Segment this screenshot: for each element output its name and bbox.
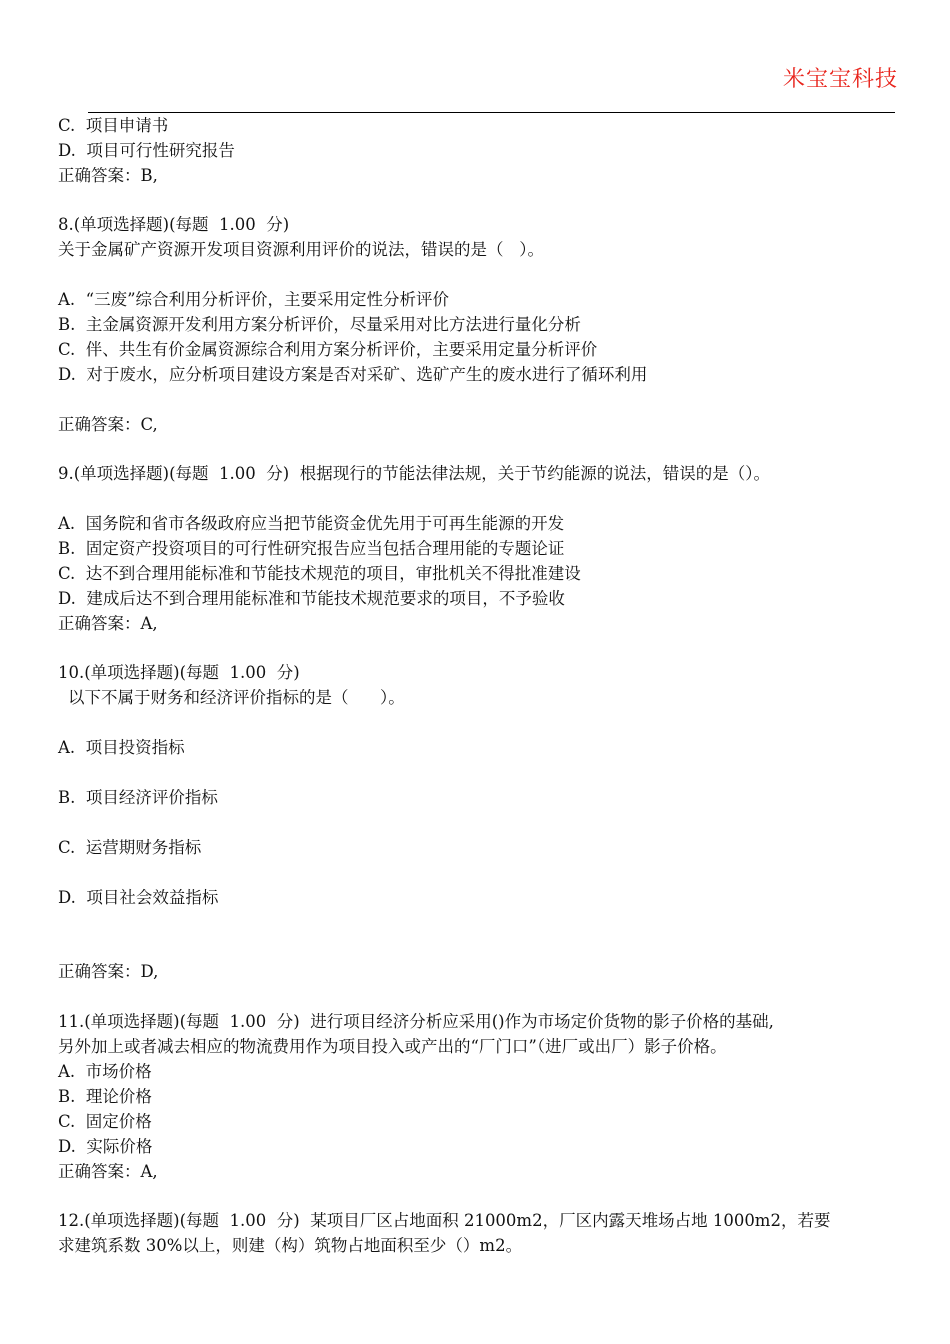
- question-10-option-a: A. 项目投资指标: [58, 738, 185, 757]
- question-10-answer: 正确答案：D,: [58, 962, 159, 981]
- question-11-option-b: B. 理论价格: [58, 1087, 152, 1106]
- question-9-answer: 正确答案：A,: [58, 614, 158, 633]
- question-8-answer: 正确答案：C,: [58, 415, 158, 434]
- question-8-header: 8.(单项选择题)(每题 1.00 分): [58, 215, 290, 234]
- question-11-option-a: A. 市场价格: [58, 1062, 152, 1081]
- question-12-header-cont: 求建筑系数 30%以上，则建（构）筑物占地面积至少（）m2。: [58, 1236, 523, 1255]
- question-11-header: 11.(单项选择题)(每题 1.00 分) 进行项目经济分析应采用()作为市场定价货物的影子价格的基础,: [58, 1012, 774, 1031]
- question-8-option-b: B. 主金属资源开发利用方案分析评价，尽量采用对比方法进行量化分析: [58, 315, 581, 334]
- question-8-option-a: A. “三废”综合利用分析评价，主要采用定性分析评价: [58, 290, 450, 309]
- option-d: D. 项目可行性研究报告: [58, 141, 235, 160]
- option-c: C. 项目申请书: [58, 116, 169, 135]
- question-8-option-d: D. 对于废水，应分析项目建设方案是否对采矿、选矿产生的废水进行了循环利用: [58, 365, 648, 384]
- question-10-option-b: B. 项目经济评价指标: [58, 788, 218, 807]
- question-9-header: 9.(单项选择题)(每题 1.00 分) 根据现行的节能法律法规，关于节约能源的说法，错误的是（）。: [58, 464, 770, 483]
- question-10-stem: 以下不属于财务和经济评价指标的是（ ）。: [68, 688, 405, 707]
- question-10-option-c: C. 运营期财务指标: [58, 838, 202, 857]
- question-10-header: 10.(单项选择题)(每题 1.00 分): [58, 663, 300, 682]
- header-rule: [88, 112, 895, 113]
- brand-logo-text: 米宝宝科技: [782, 67, 898, 92]
- question-9-option-d: D. 建成后达不到合理用能标准和节能技术规范要求的项目，不予验收: [58, 589, 565, 608]
- question-8-option-c: C. 伴、共生有价金属资源综合利用方案分析评价，主要采用定量分析评价: [58, 340, 598, 359]
- question-11-option-d: D. 实际价格: [58, 1137, 153, 1156]
- question-9-option-b: B. 固定资产投资项目的可行性研究报告应当包括合理用能的专题论证: [58, 539, 565, 558]
- question-10-option-d: D. 项目社会效益指标: [58, 888, 219, 907]
- question-9-option-c: C. 达不到合理用能标准和节能技术规范的项目，审批机关不得批准建设: [58, 564, 581, 583]
- answer-text: 正确答案：B,: [58, 166, 158, 185]
- question-9-option-a: A. 国务院和省市各级政府应当把节能资金优先用于可再生能源的开发: [58, 514, 565, 533]
- question-11-answer: 正确答案：A,: [58, 1162, 158, 1181]
- question-8-stem: 关于金属矿产资源开发项目资源利用评价的说法，错误的是（ ）。: [58, 240, 544, 259]
- question-12-header: 12.(单项选择题)(每题 1.00 分) 某项目厂区占地面积 21000m2，厂区内露天堆场占地 1000m2，若要: [58, 1211, 831, 1230]
- question-11-header-cont: 另外加上或者减去相应的物流费用作为项目投入或产出的“厂门口”（进厂或出厂）影子价格。: [58, 1037, 727, 1056]
- question-11-option-c: C. 固定价格: [58, 1112, 152, 1131]
